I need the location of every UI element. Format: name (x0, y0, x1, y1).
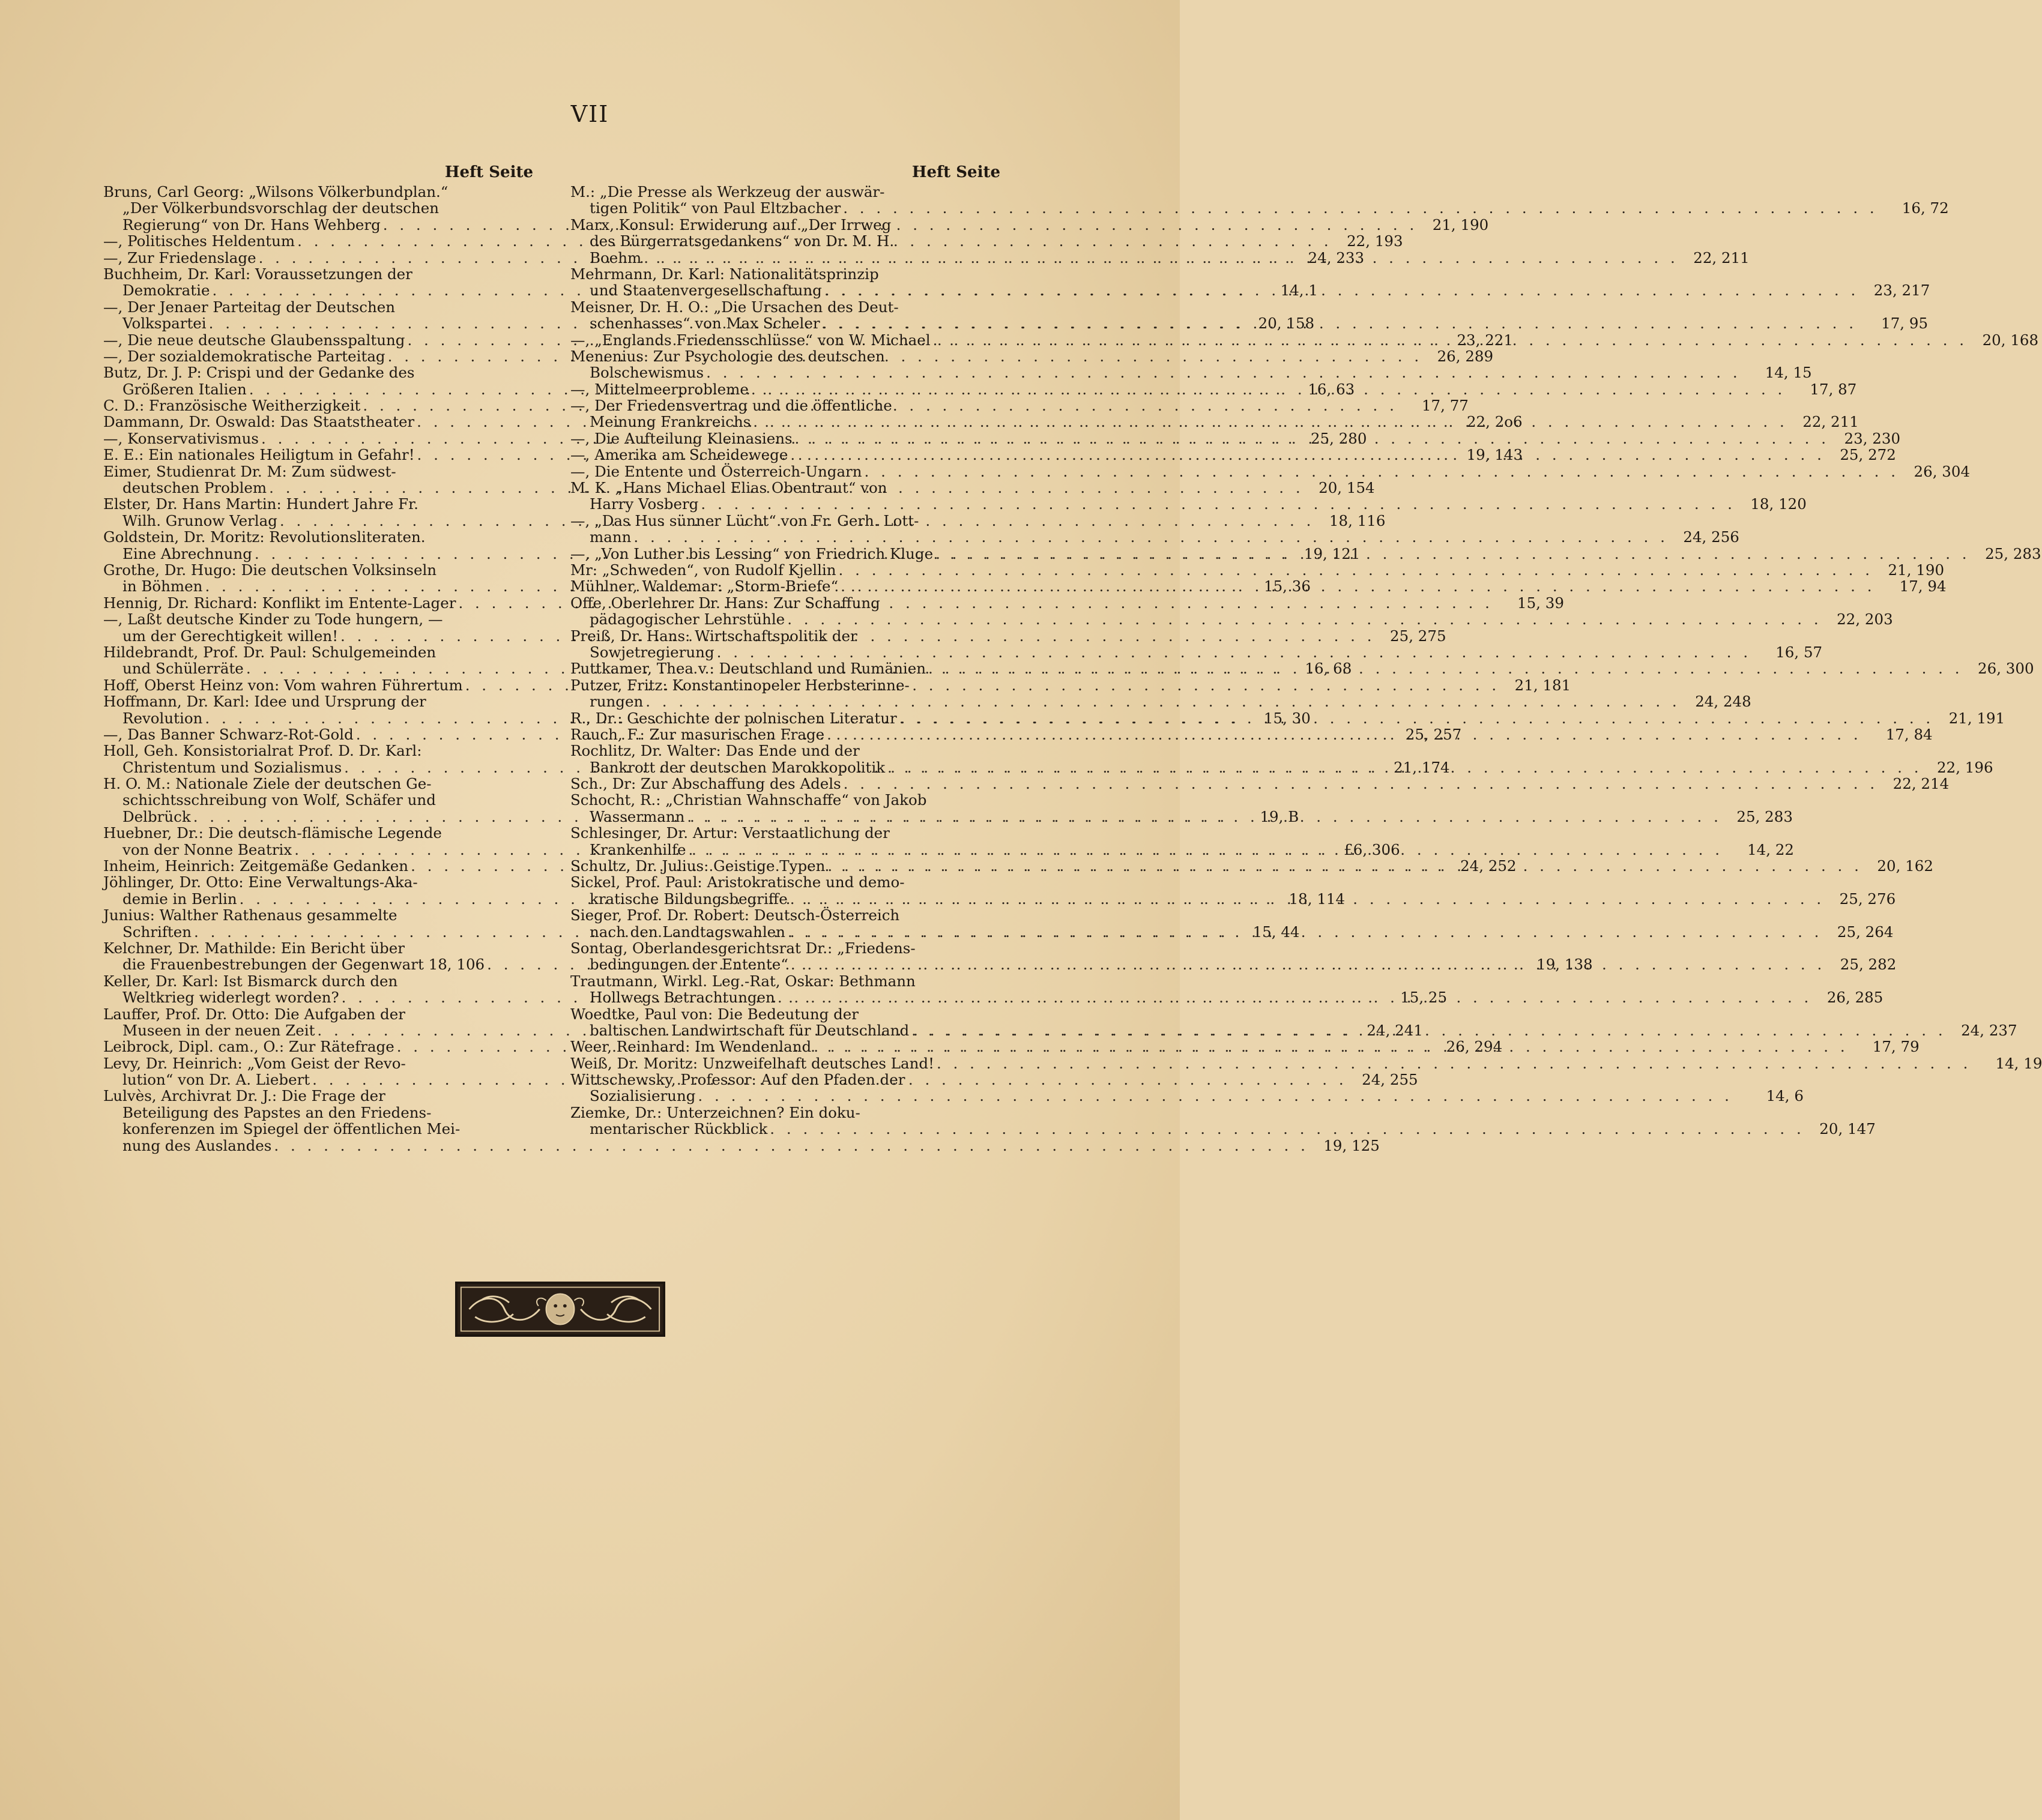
index-entry (570, 1103, 1876, 1138)
index-entry-line (103, 611, 534, 627)
dot-leader (704, 364, 1741, 381)
index-entry-text: Putzer, Fritz: Konstantinopeler Herbsterinne- (570, 676, 910, 694)
index-entry-line (570, 513, 1001, 529)
issue-page-reference: 22, 196 (1937, 758, 1993, 776)
issue-page-reference: 23, 221 (1457, 331, 1513, 349)
index-entry-text: Butz, Dr. J. P: Crispi und der Gedanke des (103, 364, 415, 382)
issue-page-reference: 25, 280 (1310, 429, 1367, 447)
issue-page-reference: 16, 68 (1305, 660, 1352, 678)
index-entry-text: deutschen Problem (122, 479, 267, 497)
issue-page-reference: 17, 87 (1810, 380, 1857, 398)
dot-leader (885, 759, 1922, 776)
index-entry-text: Junius: Walther Rathenaus gesammelte (103, 906, 397, 924)
dot-leader (909, 1022, 1946, 1038)
index-entry-text: Revolution (122, 709, 203, 727)
index-entry-text: Puttkamer, Thea v.: Deutschland und Rumänien (570, 660, 926, 678)
dot-leader (643, 693, 1680, 710)
issue-page-reference: 20, 154 (1319, 479, 1375, 497)
index-entry-text: —, „Von Luther bis Lessing“ von Friedrich Kluge (570, 544, 934, 562)
issue-page-reference: 24, 248 (1695, 693, 1751, 711)
index-entry-text: um der Gerechtigkeit willen! (122, 627, 339, 645)
index-entry-text: Kelchner, Dr. Mathilde: Ein Bericht über (103, 939, 405, 957)
issue-page-reference: 25, 257 (1405, 725, 1462, 743)
issue-page-reference: 20, 168 (1982, 331, 2039, 349)
dot-leader (785, 924, 1822, 940)
issue-page-reference: 22, 211 (1802, 413, 1859, 431)
index-entry-line (570, 495, 1807, 513)
index-entry-line (103, 907, 534, 923)
index-entry-line (103, 496, 534, 512)
index-entry-line (103, 792, 534, 808)
index-entry-text: kratische Bildungsbegriffe (590, 890, 788, 908)
index-entry-text: Delbrück (122, 807, 191, 825)
index-entry-text: von der Nonne Beatrix (122, 840, 292, 858)
index-entry-text: Levy, Dr. Heinrich: „Vom Geist der Revo- (103, 1054, 406, 1072)
index-entry-text: Schlesinger, Dr. Artur: Verstaatlichung der (570, 824, 890, 842)
issue-page-reference: 19, 143 (1466, 446, 1523, 464)
dot-leader (793, 430, 1829, 447)
index-entry-text: mann (590, 528, 632, 546)
index-entry-line (570, 1087, 1804, 1105)
issue-page-reference: 18, 116 (1329, 511, 1386, 529)
dot-leader (775, 989, 1812, 1005)
right-column-header-text: Heft Seite (911, 163, 1000, 181)
index-entry-line (570, 775, 1950, 793)
issue-page-reference: 15, 30 (1263, 709, 1311, 727)
dot-leader (785, 611, 1822, 627)
index-entry-line (570, 973, 1001, 989)
index-entry-text: E. E.: Ein nationales Heiligtum in Gefahr! (103, 446, 415, 464)
index-entry-line (570, 1071, 1001, 1088)
index-entry-text: Eine Abrechnung (122, 544, 252, 562)
issue-page-reference: 15, 39 (1517, 594, 1564, 612)
issue-page-reference: 14, 6 (1766, 1087, 1804, 1105)
index-entry-line (103, 1136, 1380, 1154)
index-entry-text: Holl, Geh. Konsistorialrat Prof. D. Dr. Karl: (103, 742, 422, 760)
dot-leader (934, 1055, 1971, 1071)
index-entry-line (570, 1104, 1001, 1121)
index-entry-text: Menenius: Zur Psychologie des deutschen (570, 347, 885, 365)
index-entry-text: —, Die neue deutsche Glaubensspaltung (103, 331, 405, 349)
index-entry-line (103, 874, 534, 890)
index-entry-text: Größeren Italien (122, 380, 247, 398)
issue-page-reference: 16, 57 (1775, 643, 1823, 661)
dot-leader (788, 447, 1825, 463)
index-entry-line (570, 364, 1812, 382)
index-entry-line (103, 266, 534, 282)
index-entry-text: —, Der Friedensvertrag und die öffentliche (570, 397, 892, 415)
issue-page-reference: 25, 275 (1390, 627, 1446, 645)
issue-page-reference: 19, 138 (1536, 956, 1593, 974)
issue-page-reference: 20, 147 (1819, 1120, 1876, 1138)
index-entry-text: Wittschewsky, Professor: Auf den Pfaden der (570, 1071, 905, 1089)
index-entry-text: schenhasses“ von Max Scheler (590, 315, 820, 333)
index-entry-text: Ziemke, Dr.: Unterzeichnen? Ein doku- (570, 1103, 860, 1121)
index-entry-text: —, Der sozialdemokratische Parteitag (103, 347, 385, 365)
index-entry-text: lution“ von Dr. A. Liebert (122, 1071, 310, 1089)
dot-leader (825, 858, 1862, 874)
index-entry-text: Weltkrieg widerlegt worden? (122, 989, 339, 1007)
index-entry-text: des Bürgerratsgedankens“ von Dr. M. H. (590, 232, 895, 250)
page-number: VII (570, 101, 609, 127)
index-entry-text: —, Laßt deutsche Kinder zu Tode hungern, — (103, 610, 443, 628)
index-entry-text: demie in Berlin (122, 890, 237, 908)
index-entry-text: rungen (590, 693, 644, 711)
index-entry-line (103, 940, 534, 956)
index-entry-text: Sozialisierung (590, 1087, 696, 1105)
index-entry-line (103, 1121, 534, 1137)
issue-page-reference: 26, 289 (1437, 347, 1494, 365)
issue-page-reference: 16, 72 (1902, 199, 1949, 217)
dot-leader (862, 463, 1899, 480)
index-entry-text: Meinung Frankreichs (590, 413, 751, 431)
index-entry-line (570, 1120, 1876, 1138)
issue-page-reference: 25, 282 (1840, 956, 1897, 974)
index-entry-text: Schultz, Dr. Julius: Geistige Typen (570, 857, 826, 875)
index-entry-line (103, 299, 534, 315)
issue-page-reference: 21, 190 (1432, 215, 1489, 234)
index-entry-line (103, 693, 534, 710)
dot-leader (931, 332, 1968, 348)
issue-page-reference: 15, 36 (1264, 577, 1311, 595)
index-entry-text: Volkspartei (122, 315, 207, 333)
issue-page-reference: 19, 125 (1323, 1136, 1380, 1154)
index-entry-line (103, 529, 534, 545)
index-entry-text: —, Die Aufteilung Kleinasiens (570, 429, 793, 447)
index-entry-text: Wassermann (590, 807, 685, 825)
dot-leader (271, 1138, 1308, 1154)
issue-page-reference: 22, 214 (1892, 775, 1950, 793)
index-entry-line (103, 1006, 534, 1022)
index-entry-line (103, 200, 534, 216)
index-entry-line (570, 792, 1001, 808)
index-entry-text: Beteiligung des Papstes an den Friedens- (122, 1103, 432, 1121)
index-entry-line (570, 643, 1823, 661)
index-entry-text: Schriften (122, 923, 192, 941)
index-entry-text: Hildebrandt, Prof. Dr. Paul: Schulgemeinden (103, 643, 436, 661)
index-entry-text: Bruns, Carl Georg: „Wilsons Völkerbundplan.“ (103, 183, 449, 200)
index-entry-line (103, 463, 534, 480)
issue-page-reference: 25, 283 (1736, 807, 1793, 825)
index-entry-line (103, 1055, 534, 1071)
dot-leader (631, 529, 1668, 545)
index-entry-text: —, Zur Friedenslage (103, 249, 256, 267)
index-entry-line (570, 561, 1945, 579)
index-entry-text: nach den Landtagswahlen (590, 923, 785, 941)
index-entry-text: Weer, Reinhard: Im Wendenland (570, 1038, 812, 1056)
index-entry-text: Trautmann, Wirkl. Leg.-Rat, Oskar: Bethmann (570, 972, 916, 990)
index-entry-text: Sch., Dr: Zur Abschaffung des Adels (570, 775, 841, 793)
index-entry-text: Hoffmann, Dr. Karl: Idee und Ursprung der (103, 693, 426, 711)
index-entry-line (570, 462, 1971, 480)
index-entry-text: Sowjetregierung (590, 643, 714, 661)
issue-page-reference: 18, 114 (1288, 890, 1346, 908)
index-entry-text: Meisner, Dr. H. O.: „Die Ursachen des Deut- (570, 298, 899, 316)
index-entry-text: pädagogischer Lehrstühle (590, 610, 785, 628)
issue-page-reference: 17, 79 (1872, 1038, 1920, 1056)
index-entry-text: Bankrott der deutschen Marokkopolitik (590, 758, 886, 776)
issue-page-reference: 25, 283 (1985, 544, 2041, 562)
index-entry (570, 183, 1949, 217)
issue-page-reference: £6, 306 (1344, 840, 1400, 858)
index-entry-text: Harry Vosberg (590, 495, 699, 513)
index-entry-text: R., Dr.: Geschichte der polnischen Literatur (570, 709, 897, 727)
index-entry-text: —, Konservativismus (103, 429, 259, 447)
issue-page-reference: 15, 44 (1252, 923, 1300, 941)
index-entry-text: —, Der Jenaer Parteitag der Deutschen (103, 298, 396, 316)
dot-leader (641, 250, 1678, 266)
dot-leader (824, 726, 1861, 743)
index-entry-text: Elster, Dr. Hans Martin: Hundert Jahre Fr. (103, 495, 418, 513)
dot-leader (841, 776, 1878, 792)
index-entry-line (570, 628, 1001, 644)
issue-page-reference: 17, 95 (1881, 315, 1929, 333)
index-entry-line (570, 184, 1001, 200)
index-entry-text: Goldstein, Dr. Moritz: Revolutionsliteraten. (103, 528, 426, 546)
index-entry-text: —, Das Banner Schwarz-Rot-Gold (103, 725, 354, 743)
dot-leader (820, 315, 1857, 331)
issue-page-reference: 17, 84 (1885, 725, 1933, 743)
issue-page-reference: 25, 272 (1840, 446, 1896, 464)
index-entry-text: Christentum und Sozialismus (122, 758, 342, 776)
issue-page-reference: 17, 94 (1899, 577, 1947, 595)
issue-page-reference: 21, 191 (1948, 709, 2005, 727)
index-entry-text: konferenzen im Spiegel der öffentlichen Mei- (122, 1120, 461, 1138)
index-entry-text: H. O. M.: Nationale Ziele der deutschen Ge- (103, 775, 432, 793)
index-entry-line (570, 825, 1001, 841)
index-entry-text: und Schülerräte (122, 660, 244, 678)
issue-page-reference: 20, 158 (1258, 315, 1315, 333)
index-entry-text: und Staatenvergesellschaftung (590, 282, 822, 300)
issue-page-reference: 26, 304 (1914, 462, 1971, 480)
index-entry-line (570, 743, 1001, 759)
index-entry-text: —, Politisches Heldentum (103, 232, 295, 250)
index-entry-text: Lulvès, Archivrat Dr. J.: Die Frage der (103, 1087, 385, 1105)
dot-leader (749, 381, 1786, 397)
index-entry-text: in Böhmen (122, 577, 203, 595)
decorative-ornament (455, 1282, 665, 1337)
index-entry-text: Wilh. Grunow Verlag (122, 511, 277, 529)
issue-page-reference: 22, 211 (1693, 249, 1750, 267)
issue-page-reference: 21, 190 (1888, 561, 1945, 579)
index-entry-text: Preiß, Dr. Hans: Wirtschaftspolitik der (570, 627, 857, 645)
issue-page-reference: 24, 252 (1460, 857, 1517, 875)
index-entry-line (103, 973, 534, 989)
dot-leader (686, 842, 1723, 858)
index-entry-text: Marx, Konsul: Erwiderung auf „Der Irrweg (570, 215, 892, 234)
index-entry-text: —, „Englands Friedensschlüsse“ von W. Michael (570, 331, 931, 349)
dot-leader (767, 1121, 1804, 1137)
index-entry-line (570, 480, 1001, 496)
dot-leader (695, 1088, 1732, 1104)
index-entry-text: Mühlner, Waldemar: „Storm-Briefe“ (570, 577, 839, 595)
index-entry-line (570, 595, 1001, 611)
issue-page-reference: 26, 294 (1446, 1038, 1503, 1056)
index-entry-text: Krankenhilfe (590, 840, 686, 858)
index-entry-text: M. K. „Hans Michael Elias Obentraut“ von (570, 479, 887, 497)
index-entry-line (570, 299, 1001, 315)
issue-page-reference: 14, 22 (1747, 840, 1795, 858)
index-entry-text: schichtsschreibung von Wolf, Schäfer und (122, 791, 436, 809)
index-entry-text: tigen Politik“ von Paul Eltzbacher (590, 199, 841, 217)
index-entry-text: Rauch, F.: Zur masurischen Frage (570, 725, 825, 743)
index-entry-line (570, 677, 1001, 693)
issue-page-reference: 14, 15 (1765, 364, 1812, 382)
issue-page-reference: 24, 233 (1308, 249, 1365, 267)
index-entry-text: Weiß, Dr. Moritz: Unzweifelhaft deutsches Land! (570, 1054, 934, 1072)
index-entry-line (570, 266, 1001, 282)
issue-page-reference: 19, 121 (1303, 544, 1361, 562)
index-entry-line (570, 610, 1893, 628)
issue-page-reference: 22, 203 (1837, 610, 1893, 628)
dot-leader (841, 200, 1877, 216)
issue-page-reference: 25, 264 (1837, 923, 1894, 941)
issue-page-reference: 24, 241 (1367, 1021, 1423, 1039)
issue-page-reference: 23, 217 (1873, 282, 1930, 300)
index-entry-line (570, 199, 1949, 217)
index-entry-text: —, Amerika am Scheidewege (570, 446, 788, 464)
index-entry-text: nung des Auslandes (122, 1136, 272, 1154)
index-entry-text: Sieger, Prof. Dr. Robert: Deutsch-Österreich (570, 906, 900, 924)
left-column-header-text: Heft Seite (444, 163, 533, 181)
index-entry-text: Offe, Oberlehrer Dr. Hans: Zur Schaffung (570, 594, 880, 612)
index-entry-line (570, 940, 1001, 956)
ornament-icon (458, 1284, 663, 1334)
index-entry-line (570, 1006, 1001, 1022)
issue-page-reference: 16, 63 (1308, 380, 1355, 398)
dot-leader (751, 414, 1787, 430)
index-entry-text: Schocht, R.: „Christian Wahnschaffe“ von Jakob (570, 791, 927, 809)
issue-page-reference: 22, 2o6 (1466, 413, 1523, 431)
index-entry-text: Grothe, Dr. Hugo: Die deutschen Volksinseln (103, 561, 437, 579)
index-entry-text: Mehrmann, Dr. Karl: Nationalitätsprinzip (570, 265, 879, 283)
index-entry-text: Dammann, Dr. Oswald: Das Staatstheater (103, 413, 415, 431)
index-entry-line (103, 644, 534, 660)
index-entry-line (570, 397, 1001, 414)
index-entry-line (570, 1054, 2042, 1072)
index-entry (570, 462, 1971, 480)
index-entry-line (570, 874, 1001, 890)
index-entry-text: Hoff, Oberst Heinz von: Vom wahren Führertum (103, 676, 463, 694)
index-entry-line (103, 776, 534, 792)
index-entry-line (103, 825, 534, 841)
index-entry-text: Lauffer, Prof. Dr. Otto: Die Aufgaben der (103, 1005, 405, 1023)
index-entry-text: Inheim, Heinrich: Zeitgemäße Gedanken (103, 857, 409, 875)
issue-page-reference: 25, 276 (1839, 890, 1896, 908)
dot-leader (811, 1038, 1848, 1055)
index-entry-line (103, 562, 534, 578)
issue-page-reference: 21, 181 (1514, 676, 1571, 694)
index-entry-text: Hennig, Dr. Richard: Konflikt im Entente-Lager (103, 594, 456, 612)
issue-page-reference: 24, 256 (1683, 528, 1739, 546)
index-entry-text: Sontag, Oberlandesgerichtsrat Dr.: „Friedens- (570, 939, 916, 957)
issue-page-reference: 22, 193 (1347, 232, 1403, 250)
index-entry-line (570, 233, 1001, 249)
issue-page-reference: 23, 230 (1844, 429, 1901, 447)
index-entry-text: Demokratie (122, 282, 210, 300)
index-entry-line (103, 1104, 534, 1121)
dot-leader (926, 660, 1963, 676)
index-entry-text: M.: „Die Presse als Werkzeug der auswär- (570, 183, 885, 200)
index-entry-text: baltischen Landwirtschaft für Deutschland (590, 1021, 910, 1039)
index-entry-text: Rochlitz, Dr. Walter: Das Ende und der (570, 742, 860, 760)
issue-page-reference: 14, 19 (1995, 1054, 2042, 1072)
dot-leader (684, 809, 1721, 825)
dot-leader (698, 496, 1735, 512)
index-entry-line (103, 743, 534, 759)
issue-page-reference: 26, 285 (1826, 989, 1883, 1007)
index-entry-text: Hollwegs Betrachtungen (590, 989, 775, 1007)
index-entry (570, 561, 1945, 579)
dot-leader (897, 710, 1934, 726)
issue-page-reference: 21, 174 (1394, 758, 1450, 776)
issue-page-reference: 24, 255 (1362, 1071, 1418, 1089)
index-entry-line (570, 907, 1001, 923)
issue-page-reference: 17, 77 (1421, 397, 1469, 415)
index-entry-text: bedingungen der Entente“ (590, 956, 788, 974)
index-entry-text: „Der Völkerbundsvorschlag der deutschen (122, 199, 440, 217)
index-entry (570, 775, 1950, 793)
index-entry-text: Mr: „Schweden“, von Rudolf Kjellin (570, 561, 836, 579)
index-entry-line (103, 364, 534, 381)
index-entry-text: Boehm (590, 249, 642, 267)
index-entry-text: Eimer, Studienrat Dr. M: Zum südwest- (103, 462, 396, 480)
issue-page-reference: 20, 162 (1877, 857, 1933, 875)
issue-page-reference: 26, 300 (1978, 660, 2034, 678)
issue-page-reference: 18, 120 (1750, 495, 1807, 513)
dot-leader (714, 644, 1751, 660)
index-entry-text: —, Mittelmeerprobleme (570, 380, 749, 398)
index-entry-text: Museen in der neuen Zeit (122, 1021, 315, 1039)
index-entry-text: Buchheim, Dr. Karl: Voraussetzungen der (103, 265, 412, 283)
index-entry-text: —, Die Entente und Österreich-Ungarn (570, 462, 862, 480)
index-entry-line (103, 1088, 534, 1104)
index-entry-text: Jöhlinger, Dr. Otto: Eine Verwaltungs-Aka- (103, 873, 418, 891)
index-entry-text: —, „Das Hus sünner Lücht“ von Fr. Gerh. Lott- (570, 511, 919, 529)
index-entry-text: Leibrock, Dipl. cam., O.: Zur Rätefrage (103, 1038, 394, 1056)
dot-leader (788, 956, 1825, 972)
index-entry-text: Keller, Dr. Karl: Ist Bismarck durch den (103, 972, 398, 990)
issue-page-reference: 15, 25 (1400, 989, 1448, 1007)
index-entry-text: Sickel, Prof. Paul: Aristokratische und demo- (570, 873, 905, 891)
dot-leader (822, 282, 1859, 298)
index-entry-text: mentarischer Rückblick (590, 1120, 768, 1138)
index-entry-line (570, 348, 1001, 364)
index-entry-text: Huebner, Dr.: Die deutsch-flämische Legende (103, 824, 442, 842)
index-entry-text: C. D.: Französische Weitherzigkeit (103, 397, 361, 415)
dot-leader (788, 891, 1825, 907)
index-entry-text: Woedtke, Paul von: Die Bedeutung der (570, 1005, 859, 1023)
index-entry-text: die Frauenbestrebungen der Gegenwart 18, 106 (122, 956, 485, 974)
index-entry (570, 1054, 2042, 1072)
index-entry-line (103, 184, 534, 200)
index-entry-line (570, 217, 1001, 233)
index-entry-line (570, 693, 1751, 711)
index-entry-text: Bolschewismus (590, 364, 704, 382)
index-entry-text: Regierung“ von Dr. Hans Wehberg (122, 215, 381, 234)
dot-leader (933, 546, 1970, 562)
issue-page-reference: 19, B (1260, 807, 1299, 825)
issue-page-reference: 24, 237 (1961, 1021, 2017, 1039)
index-entry-line (570, 528, 1739, 546)
issue-page-reference: 14, 1 (1280, 282, 1318, 300)
dot-leader (836, 562, 1873, 578)
dot-leader (838, 578, 1875, 594)
